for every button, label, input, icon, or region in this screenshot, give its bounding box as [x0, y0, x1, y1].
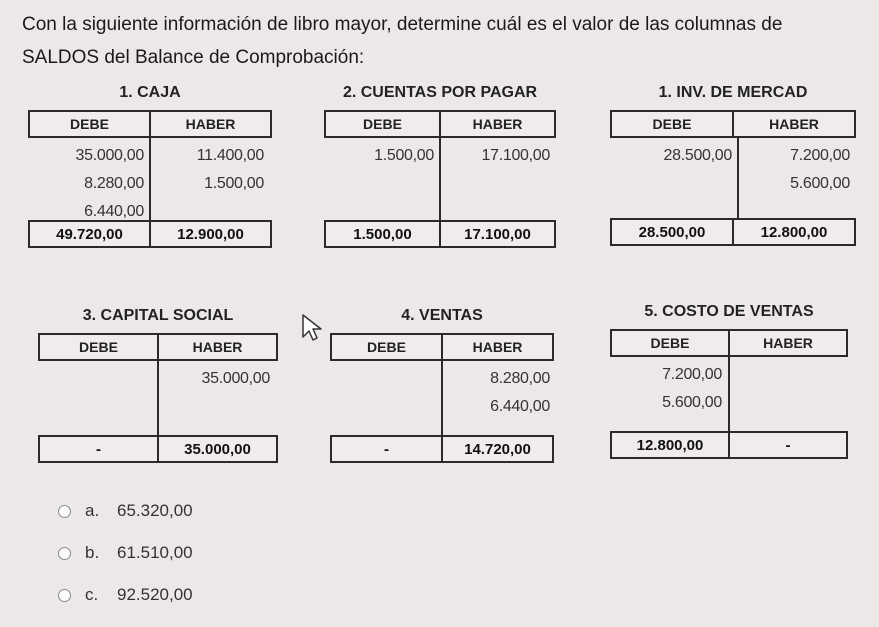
debit-column [324, 142, 434, 170]
radio-button-icon[interactable] [58, 505, 71, 518]
t-account-caja [28, 84, 272, 250]
credit-column [442, 142, 550, 170]
debit-header: DEBE [79, 339, 118, 355]
t-account-ventas [330, 307, 554, 465]
mouse-pointer-icon [301, 313, 327, 343]
credit-column [160, 365, 270, 393]
credit-entry: 7.200,00 [790, 147, 850, 164]
credit-column [152, 142, 264, 198]
debit-entry: 28.500,00 [663, 147, 732, 164]
radio-button-icon[interactable] [58, 589, 71, 602]
option-letter: a. [85, 501, 100, 520]
account-title: 5. COSTO DE VENTAS [644, 303, 814, 320]
account-header [330, 333, 554, 361]
debit-header: DEBE [652, 116, 692, 132]
debit-header: DEBE [650, 335, 690, 351]
account-header [610, 110, 856, 138]
debit-column [610, 142, 732, 170]
account-title: 2. CUENTAS POR PAGAR [342, 84, 538, 101]
credit-entry: 1.500,00 [204, 175, 264, 192]
t-account-costo-de-ventas [610, 303, 848, 465]
totals-row [610, 218, 856, 246]
t-divider [157, 361, 159, 437]
totals-row [324, 220, 556, 248]
answer-options [58, 490, 193, 616]
total-debit: 49.720,00 [56, 225, 123, 243]
credit-entry: 11.400,00 [196, 147, 264, 164]
total-debit: - [96, 440, 101, 458]
total-debit: 12.800,00 [636, 436, 704, 454]
t-divider [439, 138, 441, 222]
debit-entry: 35.000,00 [75, 147, 144, 164]
account-title: 3. CAPITAL SOCIAL [82, 307, 234, 324]
credit-column [444, 365, 550, 421]
account-title: 1. CAJA [119, 84, 181, 101]
account-header [38, 333, 278, 361]
option-letter: b. [85, 543, 100, 562]
debit-entry: 6.440,00 [84, 203, 144, 220]
credit-header: HABER [728, 331, 846, 355]
totals-row [330, 435, 554, 463]
option-b[interactable] [58, 532, 193, 574]
t-divider [149, 138, 151, 222]
credit-entry: 35.000,00 [201, 370, 270, 387]
total-debit: 1.500,00 [353, 225, 412, 243]
radio-button-icon[interactable] [58, 547, 71, 560]
credit-entry: 5.600,00 [790, 175, 850, 192]
account-title: 1. INV. DE MERCAD [658, 84, 808, 101]
option-letter: c. [85, 585, 99, 604]
t-divider [441, 361, 443, 437]
credit-header: HABER [439, 112, 554, 136]
debit-column [28, 142, 144, 226]
option-c[interactable] [58, 574, 193, 616]
credit-header: HABER [441, 335, 552, 359]
total-credit: 12.900,00 [149, 222, 270, 246]
account-title: 4. VENTAS [401, 307, 483, 324]
account-header [324, 110, 556, 138]
credit-header: HABER [149, 112, 270, 136]
debit-header: DEBE [367, 339, 406, 355]
credit-header: HABER [732, 112, 854, 136]
credit-entry: 17.100,00 [481, 147, 550, 164]
total-credit: 14.720,00 [441, 437, 552, 461]
credit-header: HABER [157, 335, 276, 359]
total-credit: 35.000,00 [157, 437, 276, 461]
debit-entry: 7.200,00 [662, 366, 722, 383]
credit-entry: 6.440,00 [490, 398, 550, 415]
account-header [610, 329, 848, 357]
total-debit: 28.500,00 [638, 223, 706, 241]
question-text: Con la siguiente información de libro mayor, determine cuál es el valor de las columnas de SALDOS del Balance de Comprobación: [22, 14, 783, 68]
t-account-capital-social [38, 307, 278, 465]
debit-entry: 1.500,00 [374, 147, 434, 164]
total-debit: - [384, 440, 389, 458]
total-credit: 17.100,00 [439, 222, 554, 246]
t-account-inv-mercad [610, 84, 856, 250]
credit-entry: 8.280,00 [490, 370, 550, 387]
debit-entry: 5.600,00 [662, 394, 722, 411]
option-value: 65.320,00 [117, 501, 193, 520]
t-divider [737, 138, 739, 222]
t-account-cuentas-por-pagar [324, 84, 556, 250]
credit-column [740, 142, 850, 198]
totals-row [610, 431, 848, 459]
debit-header: DEBE [363, 116, 402, 132]
option-value: 61.510,00 [117, 543, 193, 562]
option-a[interactable] [58, 490, 193, 532]
totals-row [28, 220, 272, 248]
account-header [28, 110, 272, 138]
debit-entry: 8.280,00 [84, 175, 144, 192]
debit-column [610, 361, 722, 417]
option-value: 92.520,00 [117, 585, 193, 604]
totals-row [38, 435, 278, 463]
total-credit: 12.800,00 [732, 220, 854, 244]
total-credit: - [728, 433, 846, 457]
debit-header: DEBE [70, 116, 109, 132]
t-divider [728, 357, 730, 433]
